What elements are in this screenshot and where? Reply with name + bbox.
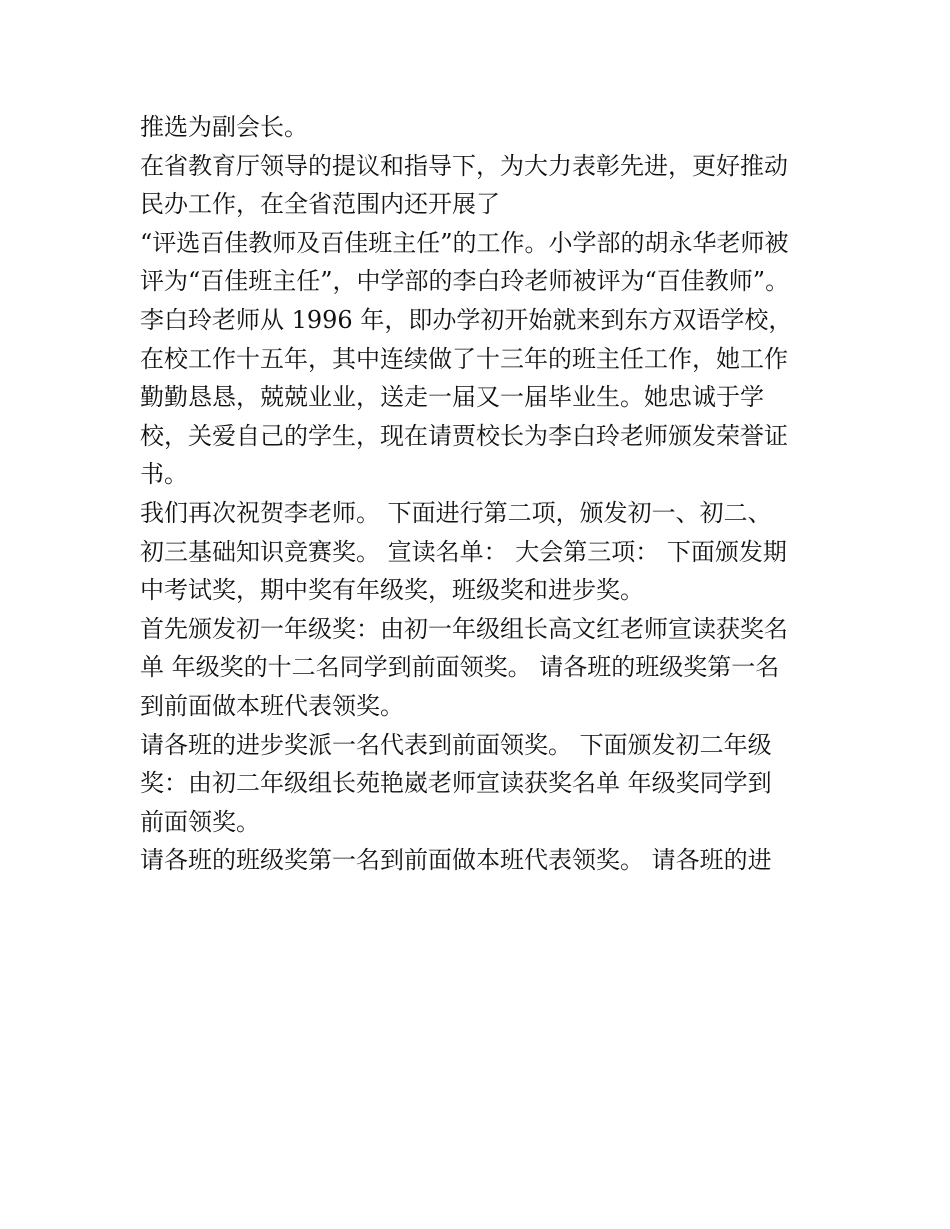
text-line: 初三基础知识竞赛奖。 宣读名单： 大会第三项： 下面颁发期 [140, 537, 787, 566]
text-line: 勤勤恳恳，兢兢业业，送走一届又一届毕业生。她忠诚于学 [140, 383, 764, 412]
text-line: 李白玲老师从 1996 年，即办学初开始就来到东方双语学校， [140, 305, 793, 334]
text-line: 请各班的班级奖第一名到前面做本班代表领奖。 请各班的进 [140, 846, 772, 875]
document-body [140, 108, 820, 880]
text-line: “评选百佳教师及百佳班主任”的工作。小学部的胡永华老师被 [140, 228, 789, 257]
text-line: 书。 [140, 460, 188, 489]
text-line: 推选为副会长。 [140, 113, 308, 141]
text-line: 民办工作，在全省范围内还开展了 [140, 190, 500, 219]
text-line: 首先颁发初一年级奖：由初一年级组长高文红老师宣读获奖名 [140, 614, 788, 643]
text-line: 单 年级奖的十二名同学到前面领奖。 请各班的班级奖第一名 [140, 653, 780, 682]
text-line: 我们再次祝贺李老师。 下面进行第二项，颁发初一、初二、 [140, 498, 772, 527]
text-line: 奖：由初二年级组长苑艳崴老师宣读获奖名单 年级奖同学到 [140, 769, 772, 798]
text-line: 前面领奖。 [140, 807, 260, 836]
text-line: 中考试奖，期中奖有年级奖，班级奖和进步奖。 [140, 576, 644, 605]
text-line: 评为“百佳班主任”，中学部的李白玲老师被评为“百佳教师”。 [140, 267, 790, 296]
text-line: 到前面做本班代表领奖。 [140, 691, 404, 720]
text-line: 请各班的进步奖派一名代表到前面领奖。 下面颁发初二年级 [140, 730, 772, 759]
text-line: 在校工作十五年，其中连续做了十三年的班主任工作，她工作 [140, 344, 788, 373]
text-line: 在省教育厅领导的提议和指导下，为大力表彰先进，更好推动 [140, 151, 788, 180]
text-line: 校，关爱自己的学生，现在请贾校长为李白玲老师颁发荣誉证 [140, 421, 788, 450]
